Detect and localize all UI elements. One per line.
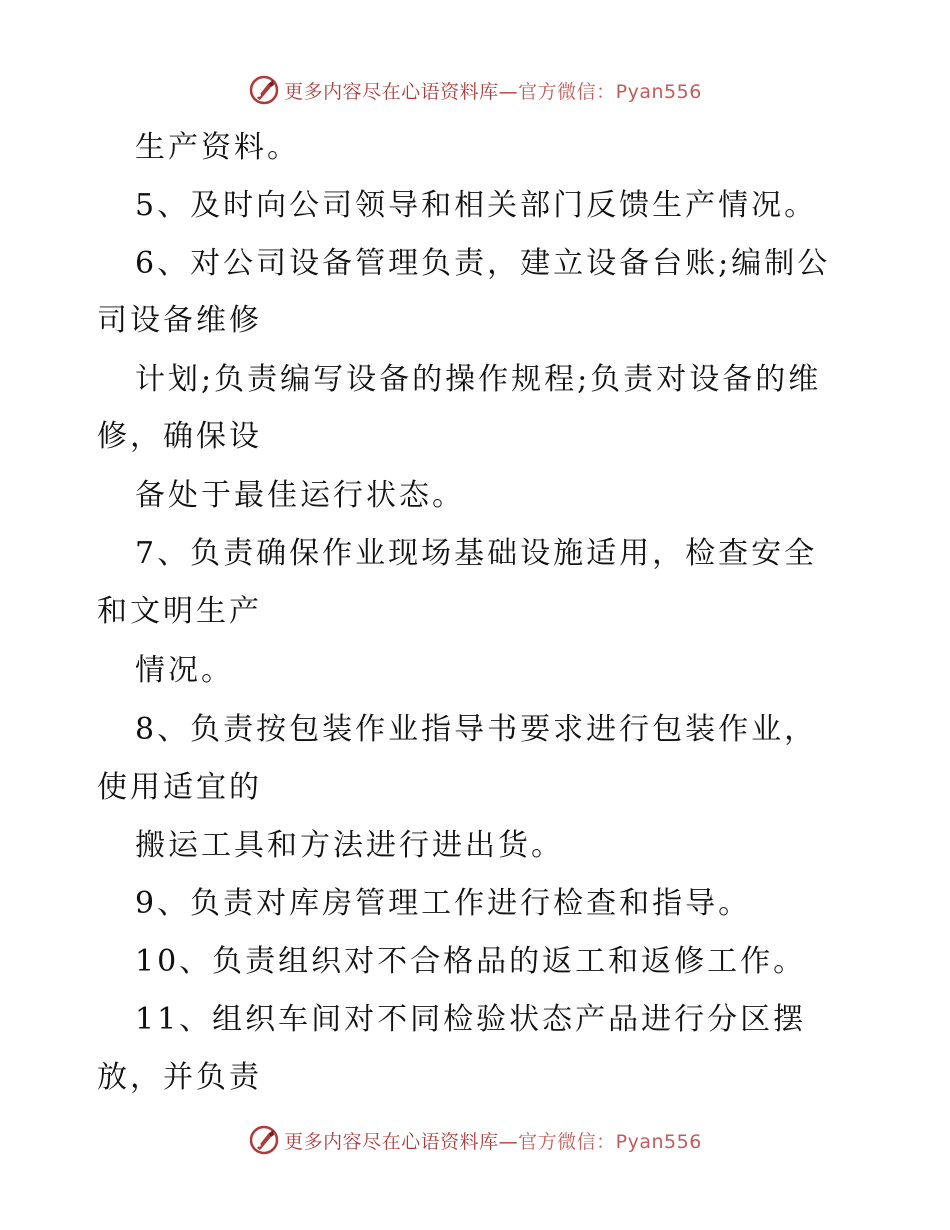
body-line: 搬运工具和方法进行进出货。 bbox=[135, 828, 564, 863]
body-line: 和文明生产 bbox=[97, 594, 262, 629]
body-line: 5、及时向公司领导和相关部门反馈生产情况。 bbox=[135, 188, 818, 223]
footer-separator: — bbox=[498, 1130, 519, 1153]
body-line: 情况。 bbox=[135, 653, 234, 688]
body-line: 修，确保设 bbox=[97, 419, 262, 454]
header-site-text: 更多内容尽在心语资料库 bbox=[284, 80, 499, 103]
body-line: 放，并负责 bbox=[97, 1060, 262, 1095]
body-line: 司设备维修 bbox=[97, 303, 262, 338]
footer-contact-text: 官方微信：Pyan556 bbox=[518, 1130, 702, 1153]
footer-banner bbox=[0, 1120, 950, 1160]
body-line: 11、组织车间对不同检验状态产品进行分区摆 bbox=[135, 1002, 807, 1037]
header-contact-text: 官方微信：Pyan556 bbox=[518, 80, 702, 103]
body-line: 6、对公司设备管理负责，建立设备台账;编制公 bbox=[135, 246, 831, 281]
body-line: 10、负责组织对不合格品的返工和返修工作。 bbox=[135, 944, 807, 979]
pen-logo-icon bbox=[248, 1124, 280, 1156]
body-line: 9、负责对库房管理工作进行检查和指导。 bbox=[135, 886, 752, 921]
body-line: 使用适宜的 bbox=[97, 770, 262, 805]
body-line: 备处于最佳运行状态。 bbox=[135, 478, 465, 513]
header-separator: — bbox=[498, 80, 519, 103]
footer-site-text: 更多内容尽在心语资料库 bbox=[284, 1130, 499, 1153]
pen-logo-icon bbox=[248, 74, 280, 106]
body-line: 生产资料。 bbox=[135, 130, 300, 165]
footer-banner-text bbox=[284, 1127, 702, 1154]
body-line: 计划;负责编写设备的操作规程;负责对设备的维 bbox=[135, 362, 822, 397]
body-line: 8、负责按包装作业指导书要求进行包装作业， bbox=[135, 712, 818, 747]
body-line: 7、负责确保作业现场基础设施适用，检查安全 bbox=[135, 536, 818, 571]
header-banner-text bbox=[284, 77, 702, 104]
header-banner bbox=[0, 70, 950, 110]
